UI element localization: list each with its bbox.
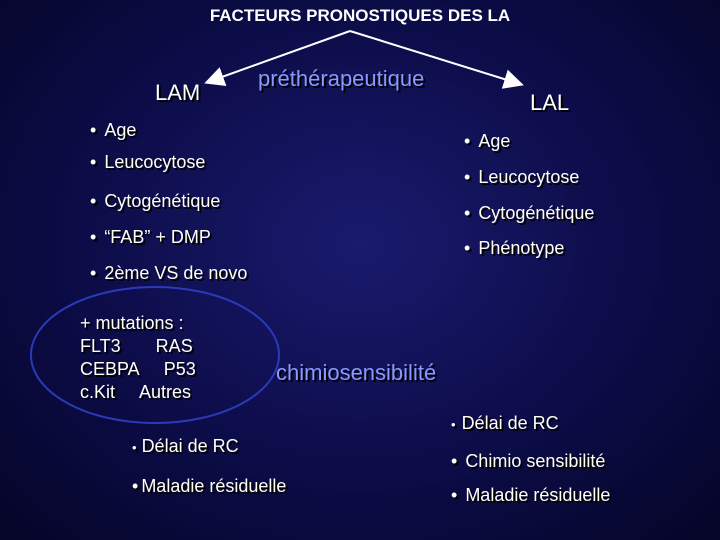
lam-response-item: • Délai de RC xyxy=(132,436,239,456)
mutations-line: CEBPA P53 xyxy=(80,359,196,379)
lam-factor-item: • “FAB” + DMP xyxy=(90,227,211,247)
lal-factor-item: • Phénotype xyxy=(464,238,565,258)
lam-factor-item: • 2ème VS de novo xyxy=(90,263,248,283)
lal-factor-item: • Age xyxy=(464,131,511,151)
lal-response-item: • Maladie résiduelle xyxy=(451,485,611,505)
mutations-block xyxy=(80,312,196,404)
lal-factor-item: • Leucocytose xyxy=(464,167,580,187)
lam-factor-item: • Leucocytose xyxy=(90,152,206,172)
lam-factor-item: • Cytogénétique xyxy=(90,191,221,211)
lal-response-item: • Chimio sensibilité xyxy=(451,451,606,471)
chimiosensibilite-label: chimiosensibilité xyxy=(276,360,437,385)
mutations-line: FLT3 RAS xyxy=(80,336,193,356)
mutations-line: + mutations : xyxy=(80,313,184,333)
lam-label: LAM xyxy=(155,80,201,105)
lal-factor-item: • Cytogénétique xyxy=(464,203,595,223)
pretherapeutique-label: préthérapeutique xyxy=(258,66,425,91)
page-title: FACTEURS PRONOSTIQUES DES LA xyxy=(209,6,511,25)
lam-response-item: • Maladie résiduelle xyxy=(132,476,287,496)
lal-response-item: • Délai de RC xyxy=(451,413,559,433)
mutations-line: c.Kit Autres xyxy=(80,382,192,402)
lal-label: LAL xyxy=(530,90,570,115)
lam-factor-item: • Age xyxy=(90,120,137,140)
